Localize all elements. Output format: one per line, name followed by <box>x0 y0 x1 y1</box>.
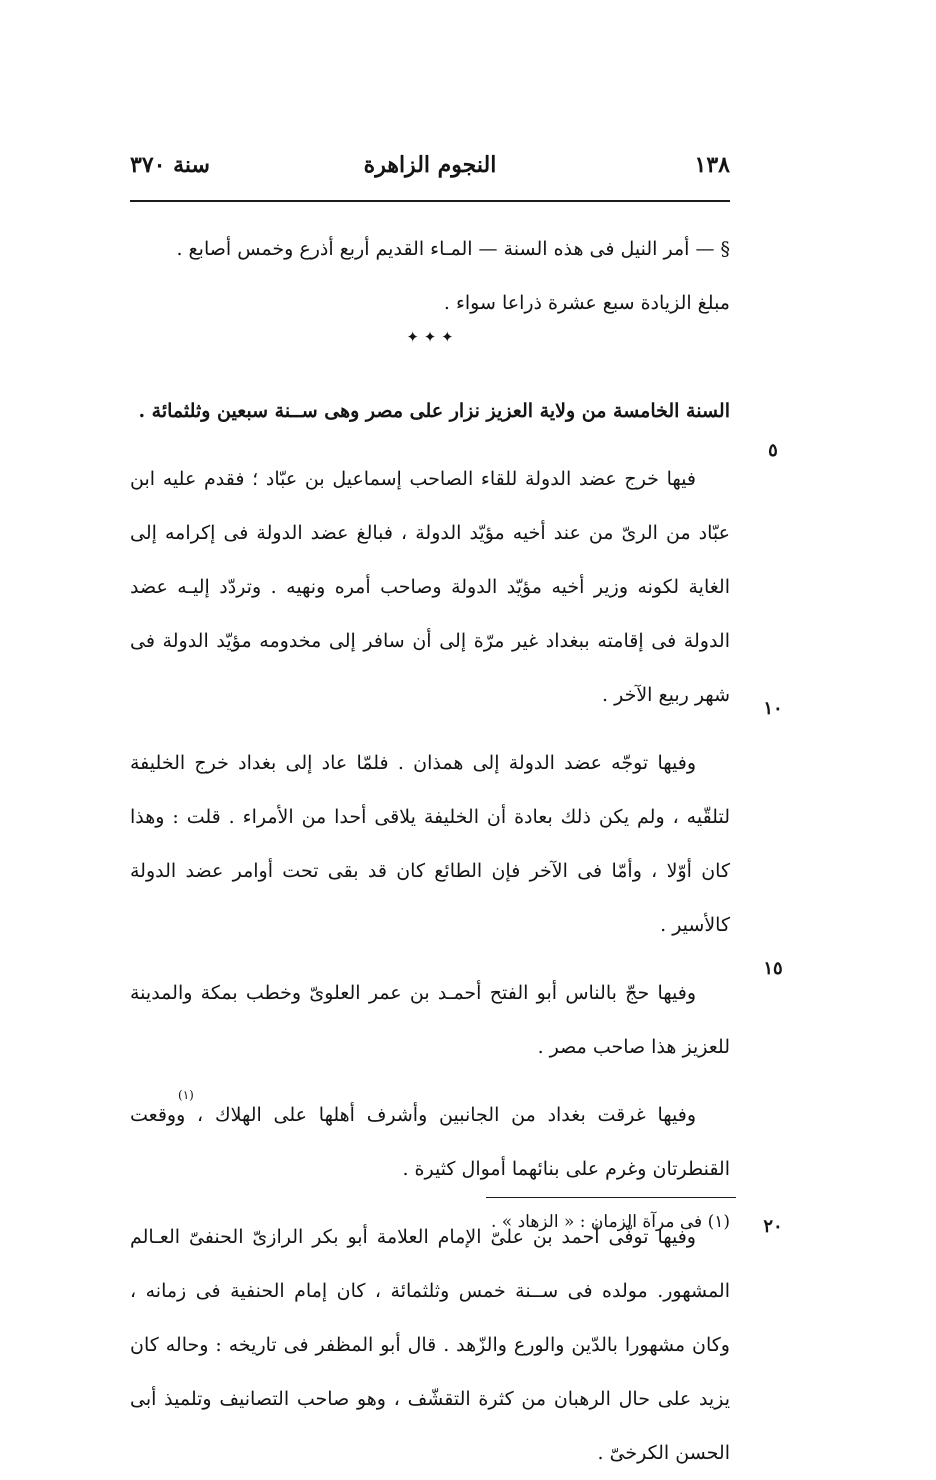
footnote-rule <box>486 1197 736 1198</box>
running-header <box>130 150 730 190</box>
nile-line-1: § — أمر النيل فى هذه السنة — المـاء القديم أربع أذرع وخمس أصابع . <box>176 238 730 260</box>
page-number: ١٣٨ <box>694 152 730 178</box>
margin-line-number: ٥ <box>768 440 778 461</box>
year-heading: السنة الخامسة من ولاية العزيز نزار على مصر وهى ســنة سبعين وثلثمائة . <box>138 400 730 422</box>
section-ornament: ✦ ✦ ✦ <box>406 328 454 346</box>
header-year: سنة ٣٧٠ <box>130 152 210 178</box>
header-rule <box>130 200 730 202</box>
paragraph: وفيها غرقت بغداد من الجانبين وأشرف أهلها على الهلاك ، ووقعت القنطرتان وغرم على بنائهما أموال كثيرة . <box>130 1104 730 1180</box>
book-title: النجوم الزاهرة <box>363 152 497 178</box>
paragraph: وفيها توجّه عضد الدولة إلى همذان . فلمّا عاد إلى بغداد خرج الخليفة لتلقّيه ، ولم يكن ذلك بعادة أن الخليفة يلاقى أحدا من الأمراء . قلت : وهذا كان أوّلا ، وأمّا فى الآخر فإن الطائع كان قد بقى تحت أوامر عضد الدولة كالأسير . <box>130 752 730 936</box>
margin-line-number: ١٥ <box>763 958 783 979</box>
paragraph: وفيها توفّى أحمد بن علىّ الإمام العلامة أبو بكر الرازىّ الحنفىّ العـالم المشهور. مولده فى ســنة خمس وثلثمائة ، كان إمام الحنفية فى زمانه ، وكان مشهورا بالدّين والورع والزّهد . قال أبو المظفر فى تاريخه : وحاله كان يزيد على حال الرهبان من كثرة التقشّف ، وهو صاحب التصانيف وتلميذ أبى الحسن الكرخىّ . <box>130 1226 730 1464</box>
margin-line-number: ١٠ <box>763 698 783 719</box>
margin-line-number: ٢٠ <box>763 1216 783 1237</box>
main-text <box>130 222 730 1480</box>
paragraph: وفيها حجّ بالناس أبو الفتح أحمـد بن عمر العلوىّ وخطب بمكة والمدينة للعزيز هذا صاحب مصر . <box>130 982 730 1058</box>
footnote: (١) فى مرآة الزمان : « الزهاد » . <box>490 1212 730 1232</box>
footnote-marker: (١) <box>178 1088 194 1102</box>
nile-line-2: مبلغ الزيادة سبع عشرة ذراعا سواء . <box>443 292 730 314</box>
paragraph: فيها خرج عضد الدولة للقاء الصاحب إسماعيل بن عبّاد ؛ فقدم عليه ابن عبّاد من الرىّ من عند أخيه مؤيّد الدولة ، فبالغ عضد الدولة فى إكرامه إلى الغاية لكونه وزير أخيه مؤيّد الدولة وصاحب أمره ونهيه . وتردّد إليـه عضد الدولة فى إقامته ببغداد غير مرّة إلى أن سافر إلى مخدومه مؤيّد الدولة فى شهر ربيع الآخر . <box>130 468 730 706</box>
